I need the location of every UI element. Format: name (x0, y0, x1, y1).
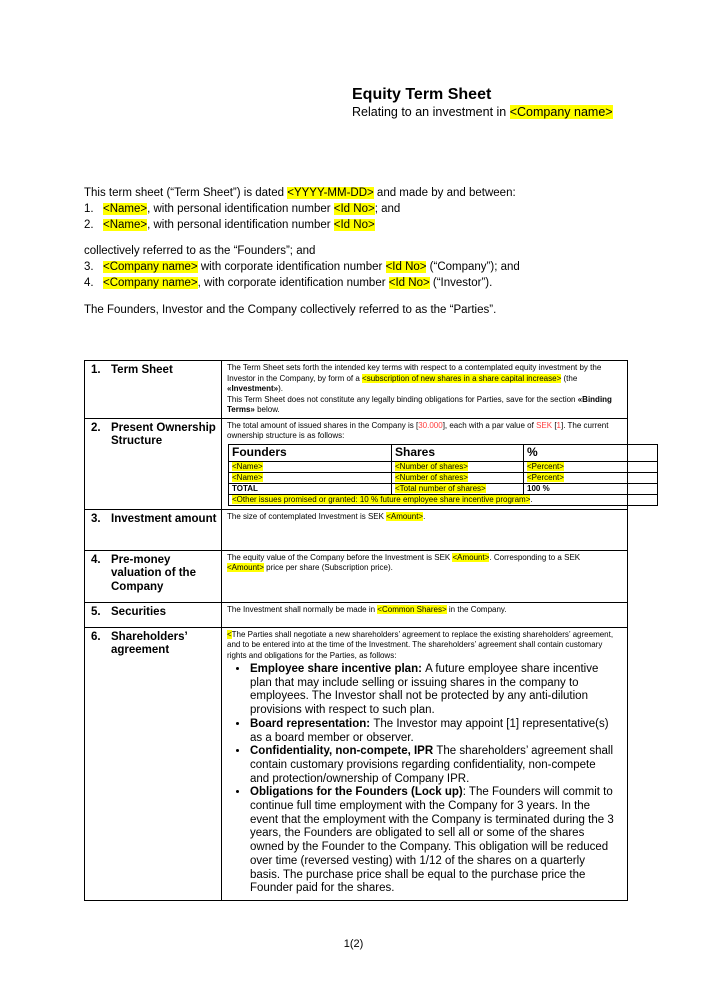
list-item-text (103, 201, 400, 217)
table-row-shareholders-agreement (85, 627, 628, 900)
text-run: , with personal identification number (147, 219, 334, 231)
row-label-cell (85, 627, 222, 900)
row-content-cell (222, 602, 628, 627)
list-item (84, 217, 650, 233)
table-row-premoney-valuation (85, 550, 628, 602)
cell-founder-name (229, 472, 392, 483)
text-run: (the (561, 373, 578, 383)
placeholder-highlight: <Company name> (103, 277, 198, 289)
row-number: 1. (91, 364, 101, 376)
text-run: TOTAL (232, 483, 258, 493)
cell-founder-name (229, 461, 392, 472)
bullet-lock-up (249, 786, 617, 896)
text-run: ]. The current ownership structure is as follows: (227, 420, 609, 440)
row-content-cell (222, 550, 628, 602)
row-content-cell (222, 361, 628, 419)
founders-collective-line: collectively referred to as the “Founders”; and (84, 245, 316, 257)
text-run: , with personal identification number (147, 203, 334, 215)
row-label-cell (85, 361, 222, 419)
placeholder-highlight: <Name> (232, 461, 263, 471)
column-header-percent: % (524, 444, 658, 461)
row-label: Pre-money valuation of the Company (111, 553, 196, 593)
ownership-footnote-row (229, 494, 658, 505)
bullet-employee-share-plan (249, 663, 617, 718)
cell-total-label (229, 483, 392, 494)
list-number: 1. (84, 203, 94, 215)
table-row-investment-amount (85, 509, 628, 550)
cell-total-shares (392, 483, 524, 494)
text-run: . (423, 511, 426, 521)
row-label: Securities (111, 605, 166, 618)
placeholder-highlight: <Name> (103, 203, 148, 215)
paragraph (227, 421, 617, 442)
placeholder-highlight: <Number of shares> (395, 472, 468, 482)
placeholder-highlight: <Other issues promised or granted: 10 % future employee share incentive program> (232, 494, 531, 504)
row-label: Term Sheet (111, 364, 173, 376)
text-run: (“Company”); and (426, 261, 520, 273)
placeholder-highlight: <Amount> (386, 511, 424, 521)
text-run: The Term Sheet sets forth the intended key terms with respect to a contemplated equity investment by the Investor in the Company, by form of a (227, 363, 602, 383)
document-subtitle (352, 104, 656, 121)
text-run: Obligations for the Founders (Lock up) (250, 786, 463, 799)
term-sheet-table (84, 360, 628, 901)
text-run: The Investment shall normally be made in (227, 604, 378, 614)
parties-line: The Founders, Investor and the Company collectively referred to as the “Parties”. (84, 304, 497, 316)
bullet-board-representation (249, 718, 617, 745)
document-header (352, 86, 656, 121)
agreement-bullet-list (227, 663, 617, 896)
text-run: Confidentiality, non-compete, IPR (250, 745, 437, 758)
paragraph (227, 363, 617, 395)
list-item (84, 275, 650, 291)
text-run: Employee share incentive plan: (250, 663, 426, 675)
row-label: Investment amount (111, 512, 217, 525)
text-run: This Term Sheet does not constitute any legally binding obligations for Parties, save for the section (227, 394, 578, 404)
text-run: price per share (Subscription price). (263, 563, 393, 572)
list-item (84, 201, 650, 217)
text-run: This term sheet (“Term Sheet”) is dated (84, 187, 288, 199)
text-run: Relating to an investment in (352, 105, 510, 119)
paragraph (227, 605, 617, 616)
cell-total-percent (524, 483, 658, 494)
row-label: Shareholders’ agreement (111, 630, 188, 656)
placeholder-highlight: <Common Shares> (377, 604, 447, 614)
placeholder-highlight: <Id No> (333, 219, 375, 231)
ownership-header-row (229, 444, 658, 461)
bullet-confidentiality (249, 745, 617, 786)
placeholder-highlight: <Id No> (333, 203, 375, 215)
placeholder-highlight: <Name> (103, 219, 148, 231)
text-run: The equity value of the Company before the Investment is SEK (227, 552, 453, 562)
placeholder-highlight: <Company name> (509, 105, 613, 119)
placeholder-highlight: < (227, 629, 232, 639)
text-run: SEK (536, 420, 553, 430)
text-run: : The Founders will commit to continue full time employment with the Company for 3 years. In the event that the employment with the Company is terminated during the 3 years, the Founders are obligated to sell all or some of the shares owned by the Founder to the Company. This obligation will be reduced over time (reversed vesting) with 1/12 of the shares on a quarterly basis. The purchase price shall be equal to the purchase price the Founder paid for the shares. (250, 786, 614, 895)
placeholder-highlight: <YYYY-MM-DD> (287, 187, 374, 199)
table-row-ownership (85, 418, 628, 509)
list-item-text (103, 217, 375, 233)
text-run: below. (254, 405, 280, 414)
list-number: 2. (84, 219, 94, 231)
cell-percent (524, 472, 658, 483)
text-run: 1 (556, 420, 561, 430)
placeholder-highlight: <Number of shares> (395, 461, 468, 471)
row-number: 5. (91, 605, 101, 618)
founders-list (84, 201, 650, 233)
row-label-cell (85, 509, 222, 550)
placeholder-highlight: <subscription of new shares in a share capital increase> (362, 373, 562, 383)
ownership-data-row (229, 472, 658, 483)
column-header-founders: Founders (229, 444, 392, 461)
ownership-data-row (229, 461, 658, 472)
document-title: Equity Term Sheet (352, 86, 492, 103)
text-run: «Binding Terms» (227, 394, 612, 414)
placeholder-highlight: <Name> (232, 472, 263, 482)
ownership-table (228, 444, 658, 506)
text-run: The shareholders’ agreement shall contain customary provisions regarding confidentiality, non-compete and protection/ownership of Company IPR. (250, 745, 614, 785)
text-run: ], each with a par value of (442, 420, 537, 430)
text-run: with corporate identification number (197, 261, 386, 273)
list-item-text (103, 259, 520, 275)
placeholder-highlight: <Amount> (227, 563, 264, 572)
row-number: 6. (91, 630, 101, 643)
table-row-term-sheet (85, 361, 628, 419)
row-number: 2. (91, 421, 101, 434)
table-row-securities (85, 602, 628, 627)
text-run: (“Investor”). (429, 277, 493, 289)
placeholder-highlight: <Id No> (385, 261, 427, 273)
text-run: The size of contemplated Investment is SEK (227, 511, 387, 521)
list-item-text (103, 275, 492, 291)
text-run: The total amount of issued shares in the Company is [ (227, 420, 419, 430)
placeholder-highlight: <Company name> (103, 261, 198, 273)
placeholder-highlight: <Total number of shares> (395, 483, 486, 493)
placeholder-highlight: <Id No> (388, 277, 430, 289)
ownership-total-row (229, 483, 658, 494)
companies-list (84, 259, 650, 291)
row-label: Present Ownership Structure (111, 421, 216, 447)
placeholder-highlight: <Amount> (452, 552, 490, 562)
placeholder-highlight: <Percent> (527, 461, 564, 471)
text-run: in the Company. (446, 604, 507, 614)
text-run: Board representation: (250, 717, 374, 730)
ownership-footnote (229, 494, 658, 505)
row-content-cell (222, 509, 628, 550)
text-run: «Investment» (227, 384, 279, 393)
text-run: 100 % (527, 483, 550, 493)
row-content-cell (222, 627, 628, 900)
row-content-cell (222, 418, 628, 509)
text-run: A future employee share incentive plan that may include selling or issuing shares in the company to employees. The Investor shall not be protected by any anti-dilution provisions with respect to such plan. (250, 663, 599, 717)
text-run: . (530, 494, 533, 504)
list-number: 3. (84, 261, 94, 273)
cell-percent (524, 461, 658, 472)
column-header-shares: Shares (392, 444, 524, 461)
paragraph (227, 395, 617, 416)
dated-line (84, 185, 650, 201)
row-number: 4. (91, 553, 101, 566)
text-run: ; and (374, 203, 401, 215)
row-label-cell (85, 550, 222, 602)
placeholder-highlight: <Percent> (527, 472, 564, 482)
text-run: 30.000 (418, 420, 443, 430)
page-number: 1(2) (343, 938, 364, 950)
text-run: [ (552, 420, 557, 430)
cell-shares (392, 472, 524, 483)
row-label-cell (85, 418, 222, 509)
row-number: 3. (91, 512, 101, 525)
text-run: and made by and between: (373, 187, 516, 199)
text-run: , with corporate identification number (197, 277, 389, 289)
text-run: The Investor may appoint [1] representative(s) as a board member or observer. (250, 717, 609, 744)
paragraph (227, 553, 617, 574)
list-number: 4. (84, 277, 94, 289)
text-run: The Parties shall negotiate a new shareholders’ agreement to replace the existing shareholders’ agreement, and to be entered into at the time of the Investment. The shareholders’ agreement shall contain customary rights and obligations for the Parties, as follows: (227, 629, 614, 660)
paragraph (227, 630, 617, 662)
row-label-cell (85, 602, 222, 627)
cell-shares (392, 461, 524, 472)
text-run: . Corresponding to a SEK (489, 552, 581, 562)
list-item (84, 259, 650, 275)
text-run: ). (278, 384, 284, 393)
paragraph (227, 512, 617, 523)
intro-section (84, 185, 650, 318)
